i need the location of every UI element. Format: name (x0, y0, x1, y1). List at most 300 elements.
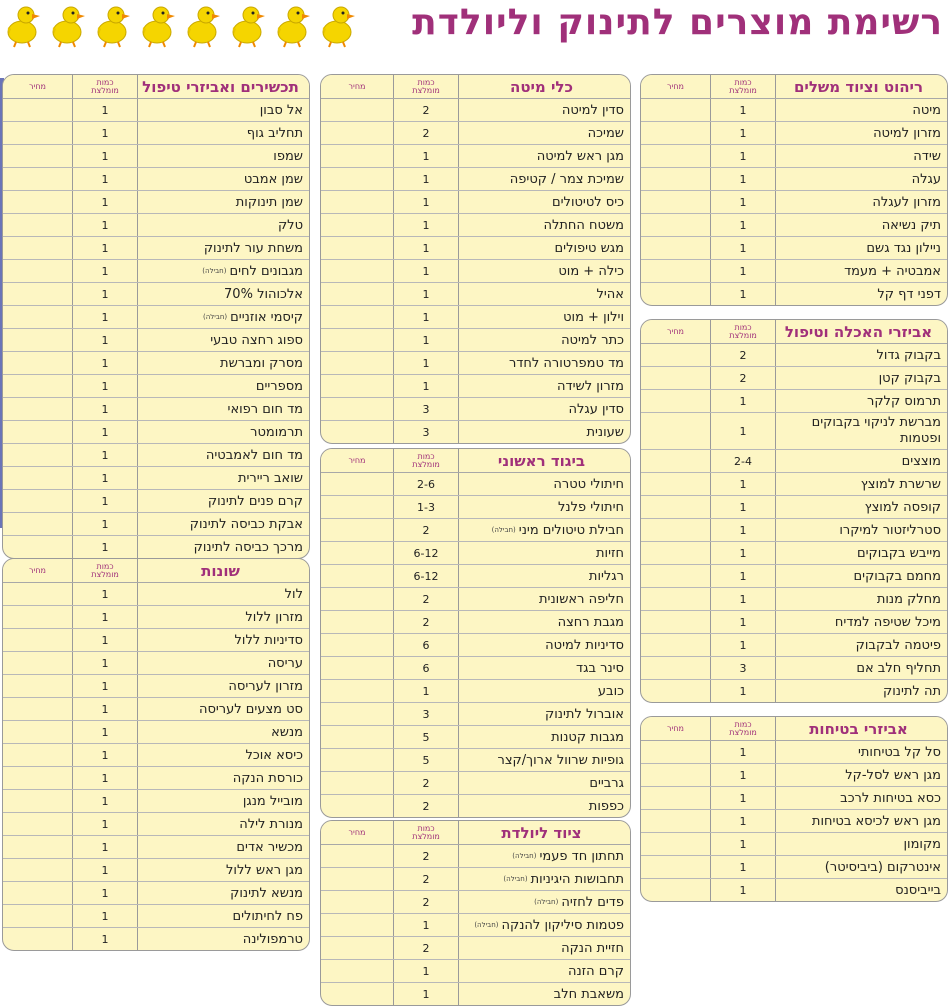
item-name-cell (137, 744, 309, 766)
item-price-cell[interactable] (3, 329, 72, 351)
item-qty: 1 (72, 306, 137, 328)
item-name-cell (137, 721, 309, 743)
item-price-cell[interactable] (321, 191, 393, 213)
item-name: תרמוס קלקר (867, 393, 941, 409)
table-row (3, 99, 309, 122)
item-name: בייביסנס (895, 882, 941, 898)
item-name: רגליות (588, 568, 624, 584)
item-qty: 1 (710, 856, 775, 878)
table-row (641, 680, 947, 702)
item-qty: 1 (72, 513, 137, 535)
item-qty: 2 (393, 588, 458, 610)
item-name-cell (137, 214, 309, 236)
table-misc (2, 558, 310, 951)
table-row (3, 513, 309, 536)
item-price-cell[interactable] (3, 145, 72, 167)
item-price-cell[interactable] (321, 519, 393, 541)
item-price-cell[interactable] (3, 905, 72, 927)
duck-icon (227, 2, 267, 48)
item-name: מיכל שטיפה למדיח (834, 614, 941, 630)
item-price-cell[interactable] (321, 680, 393, 702)
item-price-cell[interactable] (3, 767, 72, 789)
item-price-cell[interactable] (321, 960, 393, 982)
table-row (3, 168, 309, 191)
item-name: משטח החתלה (543, 217, 624, 233)
table-nursery (640, 74, 948, 306)
item-price-cell[interactable] (641, 367, 710, 389)
item-qty: 1 (710, 214, 775, 236)
item-price-cell[interactable] (3, 536, 72, 558)
table-row (641, 634, 947, 657)
qty-header-line1: כמות (417, 77, 435, 87)
item-name-cell (775, 833, 947, 855)
item-name: סט מצעים לעריסה (198, 701, 303, 717)
table-row (321, 375, 630, 398)
item-price-cell[interactable] (641, 764, 710, 786)
item-name-cell (137, 467, 309, 489)
item-price-cell[interactable] (321, 168, 393, 190)
item-name-cell (137, 444, 309, 466)
item-qty: 1 (710, 741, 775, 763)
item-price-cell[interactable] (321, 657, 393, 679)
item-price-cell[interactable] (3, 813, 72, 835)
item-price-cell[interactable] (3, 99, 72, 121)
item-price-cell[interactable] (641, 634, 710, 656)
item-price-cell[interactable] (641, 122, 710, 144)
item-qty: 1 (72, 329, 137, 351)
item-price-cell[interactable] (3, 882, 72, 904)
item-name-cell (775, 367, 947, 389)
item-note: (חבילה) (503, 875, 528, 883)
item-price-cell[interactable] (321, 588, 393, 610)
item-price-cell[interactable] (3, 214, 72, 236)
table-row (641, 856, 947, 879)
item-name-cell (137, 790, 309, 812)
item-name: ספוג רחצה טבעי (210, 332, 303, 348)
item-price-cell[interactable] (321, 703, 393, 725)
item-qty: 1 (393, 983, 458, 1005)
item-price-cell[interactable] (3, 629, 72, 651)
item-name: קרם הזנה (567, 963, 624, 979)
item-name: כורסת הנקה (232, 770, 303, 786)
table-row (3, 283, 309, 306)
item-name-cell (458, 191, 630, 213)
item-price-cell[interactable] (641, 519, 710, 541)
item-price-cell[interactable] (641, 260, 710, 282)
qty-column-header (393, 75, 458, 98)
item-name: פח לחיתולים (232, 908, 303, 924)
item-qty: 1 (72, 836, 137, 858)
item-price-cell[interactable] (321, 352, 393, 374)
item-price-cell[interactable] (641, 879, 710, 901)
item-note: (חבילה) (491, 526, 516, 534)
table-row (321, 329, 630, 352)
item-name-cell (458, 868, 630, 890)
item-name-cell (137, 168, 309, 190)
table-row (3, 191, 309, 214)
table-row (3, 652, 309, 675)
table-row (321, 306, 630, 329)
qty-header-line2: מומלצת (412, 459, 440, 469)
table-bedding (320, 74, 631, 444)
qty-header-line1: כמות (734, 77, 752, 87)
item-price-cell[interactable] (641, 787, 710, 809)
item-qty: 3 (393, 398, 458, 420)
item-price-cell[interactable] (3, 675, 72, 697)
item-price-cell[interactable] (3, 191, 72, 213)
item-name: מחלק מנות (876, 591, 941, 607)
item-price-cell[interactable] (321, 260, 393, 282)
item-qty: 1 (710, 680, 775, 702)
item-price-cell[interactable] (641, 496, 710, 518)
item-name: סדין למיטה (561, 102, 624, 118)
table-row (3, 767, 309, 790)
item-price-cell[interactable] (641, 237, 710, 259)
item-qty: 1 (72, 721, 137, 743)
qty-header-line1: כמות (417, 823, 435, 833)
item-price-cell[interactable] (641, 344, 710, 366)
item-name: שמן תינוקות (235, 194, 303, 210)
item-price-cell[interactable] (321, 329, 393, 351)
item-price-cell[interactable] (641, 145, 710, 167)
item-name-cell (458, 421, 630, 443)
table-row (3, 260, 309, 283)
item-name-cell (775, 99, 947, 121)
item-qty: 6-12 (393, 542, 458, 564)
section-title: אביזרי האכלה וטיפול (775, 320, 947, 343)
item-name: וילון + מוט (563, 309, 624, 325)
item-qty: 1 (710, 787, 775, 809)
item-price-cell[interactable] (3, 260, 72, 282)
price-column-header: מחיר (348, 456, 366, 465)
table-row (641, 611, 947, 634)
item-price-cell[interactable] (321, 473, 393, 495)
item-qty: 2 (393, 99, 458, 121)
item-price-cell[interactable] (3, 398, 72, 420)
item-price-cell[interactable] (3, 444, 72, 466)
item-name: סדין עגלה (568, 401, 624, 417)
table-row (641, 99, 947, 122)
item-name-cell (137, 490, 309, 512)
table-row (321, 726, 630, 749)
table-row (321, 542, 630, 565)
item-price-cell[interactable] (3, 583, 72, 605)
table-row (3, 398, 309, 421)
item-price-cell[interactable] (321, 145, 393, 167)
table-row (3, 813, 309, 836)
item-name: שעונית (586, 424, 624, 440)
item-price-cell[interactable] (3, 698, 72, 720)
item-price-cell[interactable] (641, 390, 710, 412)
item-name: כיסא אוכל (245, 747, 303, 763)
item-price-cell[interactable] (3, 836, 72, 858)
item-price-cell[interactable] (641, 413, 710, 449)
item-name-cell (775, 450, 947, 472)
price-column-header: מחיר (348, 828, 366, 837)
item-name-cell (775, 519, 947, 541)
item-price-cell[interactable] (641, 657, 710, 679)
qty-column-header (393, 449, 458, 472)
item-price-cell[interactable] (641, 833, 710, 855)
item-name: חזיות (596, 545, 624, 561)
item-name-cell (458, 99, 630, 121)
item-name-cell (137, 237, 309, 259)
item-name: מוצצים (901, 453, 941, 469)
item-name-cell (458, 891, 630, 913)
item-name: חיתולי פלנל (557, 499, 624, 515)
item-qty: 3 (393, 703, 458, 725)
item-price-cell[interactable] (641, 856, 710, 878)
table-row (3, 490, 309, 513)
table-row (3, 606, 309, 629)
item-price-cell[interactable] (3, 513, 72, 535)
item-name-cell (775, 588, 947, 610)
table-row (641, 145, 947, 168)
item-name-cell (137, 421, 309, 443)
item-price-cell[interactable] (321, 634, 393, 656)
item-price-cell[interactable] (3, 283, 72, 305)
item-price-cell[interactable] (641, 450, 710, 472)
table-row (641, 764, 947, 787)
section-title: ביגוד ראשוני (458, 449, 630, 472)
item-price-cell[interactable] (3, 652, 72, 674)
item-price-cell[interactable] (321, 726, 393, 748)
item-name: מגבות קטנות (551, 729, 624, 745)
item-name: מרכך כביסה לתינוק (193, 539, 303, 555)
item-price-cell[interactable] (321, 795, 393, 817)
item-name-cell (137, 813, 309, 835)
item-note: (חבילה) (202, 313, 228, 321)
item-price-cell[interactable] (321, 99, 393, 121)
item-qty: 1 (393, 960, 458, 982)
item-name-cell (137, 652, 309, 674)
item-name: אבקת כביסה לתינוק (189, 516, 303, 532)
item-price-cell[interactable] (321, 845, 393, 867)
item-name: תיק נשיאה (881, 217, 941, 233)
item-price-cell[interactable] (3, 490, 72, 512)
duck-icon (2, 2, 42, 48)
item-name: מחמם בקבוקים (853, 568, 941, 584)
item-price-cell[interactable] (321, 891, 393, 913)
item-name: מגבת רחצה (557, 614, 624, 630)
item-qty: 1 (72, 260, 137, 282)
item-name-cell (775, 344, 947, 366)
table-row (321, 588, 630, 611)
item-price-cell[interactable] (321, 565, 393, 587)
item-price-cell[interactable] (321, 398, 393, 420)
item-price-cell[interactable] (641, 565, 710, 587)
item-price-cell[interactable] (641, 191, 710, 213)
table-header (641, 75, 947, 99)
item-price-cell[interactable] (3, 790, 72, 812)
table-row (321, 749, 630, 772)
item-price-cell[interactable] (3, 168, 72, 190)
item-price-cell[interactable] (321, 421, 393, 443)
table-row (3, 721, 309, 744)
table-row (3, 214, 309, 237)
item-qty: 3 (710, 657, 775, 679)
item-price-cell[interactable] (641, 214, 710, 236)
table-row (321, 473, 630, 496)
table-row (3, 329, 309, 352)
item-name: מגבונים לחים (229, 263, 303, 279)
table-row (321, 260, 630, 283)
table-row (321, 868, 630, 891)
item-name: מגן ראש ללול (226, 862, 303, 878)
item-qty: 1 (72, 99, 137, 121)
duck-icon (272, 2, 312, 48)
item-name: קיסמי אוזניים (230, 309, 303, 325)
price-column-header: מחיר (667, 82, 684, 91)
item-name: תחליף חלב אם (856, 660, 941, 676)
item-price-cell[interactable] (321, 237, 393, 259)
table-row (3, 237, 309, 260)
item-price-cell[interactable] (321, 283, 393, 305)
table-row (641, 741, 947, 764)
item-price-cell[interactable] (321, 611, 393, 633)
item-price-cell[interactable] (3, 375, 72, 397)
item-price-cell[interactable] (641, 810, 710, 832)
item-name-cell (458, 375, 630, 397)
item-price-cell[interactable] (3, 306, 72, 328)
item-price-cell[interactable] (3, 928, 72, 950)
item-qty: 1 (393, 306, 458, 328)
item-price-cell[interactable] (641, 283, 710, 305)
item-name-cell (458, 565, 630, 587)
item-qty: 1 (710, 833, 775, 855)
table-row (3, 467, 309, 490)
item-price-cell[interactable] (321, 868, 393, 890)
table-row (321, 772, 630, 795)
item-price-cell[interactable] (3, 421, 72, 443)
item-qty: 1 (72, 698, 137, 720)
item-price-cell[interactable] (641, 611, 710, 633)
item-name-cell (137, 283, 309, 305)
table-row (3, 536, 309, 558)
item-qty: 1 (72, 122, 137, 144)
item-price-cell[interactable] (641, 588, 710, 610)
item-name: מגן ראש לסל-קל (845, 767, 941, 783)
item-qty: 1 (72, 905, 137, 927)
item-name: אינטרקום (ביביסיטר) (824, 859, 941, 875)
item-qty: 1 (72, 283, 137, 305)
item-name-cell (775, 390, 947, 412)
table-row (3, 698, 309, 721)
item-name: מיטה (912, 102, 941, 118)
item-qty: 2 (393, 845, 458, 867)
item-name: מסרק ומברשת (220, 355, 303, 371)
item-name: מזרון ללול (245, 609, 303, 625)
table-row (641, 450, 947, 473)
item-price-cell[interactable] (641, 168, 710, 190)
item-price-cell[interactable] (321, 375, 393, 397)
item-price-cell[interactable] (321, 306, 393, 328)
qty-header-line1: כמות (417, 451, 435, 461)
item-price-cell[interactable] (321, 772, 393, 794)
table-row (3, 928, 309, 950)
item-name-cell (775, 680, 947, 702)
item-name-cell (137, 767, 309, 789)
item-name: טרמפולינה (242, 931, 303, 947)
item-name-cell (458, 329, 630, 351)
item-price-cell[interactable] (321, 542, 393, 564)
item-name-cell (137, 375, 309, 397)
item-name: מזרון לעגלה (872, 194, 941, 210)
item-name-cell (458, 237, 630, 259)
item-qty: 1 (710, 473, 775, 495)
item-name-cell (458, 398, 630, 420)
item-name-cell (137, 329, 309, 351)
item-qty: 1 (710, 99, 775, 121)
item-name: מד חום לאמבטיה (205, 447, 303, 463)
table-row (641, 344, 947, 367)
item-name-cell (775, 879, 947, 901)
item-name: תרמומטר (250, 424, 303, 440)
section-title: ריהוט וציוד משלים (775, 75, 947, 98)
item-price-cell[interactable] (641, 99, 710, 121)
item-name: מקומון (903, 836, 941, 852)
item-price-cell[interactable] (3, 467, 72, 489)
item-name-cell (458, 283, 630, 305)
table-header (3, 75, 309, 99)
item-price-cell[interactable] (321, 122, 393, 144)
item-price-cell[interactable] (321, 937, 393, 959)
item-name: כסא בטיחות לרכב (840, 790, 941, 806)
item-qty: 1 (72, 813, 137, 835)
item-qty: 1 (72, 859, 137, 881)
item-price-cell[interactable] (641, 680, 710, 702)
table-row (641, 214, 947, 237)
item-price-cell[interactable] (3, 721, 72, 743)
item-qty: 1 (72, 629, 137, 651)
item-price-cell[interactable] (641, 741, 710, 763)
item-price-cell[interactable] (3, 859, 72, 881)
item-name-cell (775, 634, 947, 656)
item-price-cell[interactable] (321, 914, 393, 936)
item-price-cell[interactable] (321, 496, 393, 518)
item-price-cell[interactable] (641, 473, 710, 495)
item-price-cell[interactable] (3, 606, 72, 628)
item-name-cell (137, 122, 309, 144)
table-row (321, 145, 630, 168)
item-price-cell[interactable] (3, 352, 72, 374)
table-row (321, 168, 630, 191)
item-name: מזרון למיטה (873, 125, 941, 141)
item-name-cell (775, 191, 947, 213)
item-name: שרשרת למוצץ (860, 476, 941, 492)
item-qty: 2 (393, 937, 458, 959)
item-price-cell[interactable] (321, 214, 393, 236)
item-price-cell[interactable] (3, 237, 72, 259)
item-qty: 1 (72, 191, 137, 213)
table-row (641, 367, 947, 390)
item-qty: 1 (393, 375, 458, 397)
item-qty: 1 (72, 767, 137, 789)
item-name-cell (137, 191, 309, 213)
table-header (641, 320, 947, 344)
item-price-cell[interactable] (321, 749, 393, 771)
item-name-cell (137, 928, 309, 950)
item-note: (חבילה) (512, 852, 537, 860)
item-price-cell[interactable] (3, 744, 72, 766)
item-price-cell[interactable] (641, 542, 710, 564)
item-name-cell (137, 905, 309, 927)
table-row (3, 375, 309, 398)
item-price-cell[interactable] (321, 983, 393, 1005)
item-name: פטמות סיליקון להנקה (501, 917, 624, 933)
item-price-cell[interactable] (3, 122, 72, 144)
duck-icon (317, 2, 357, 48)
